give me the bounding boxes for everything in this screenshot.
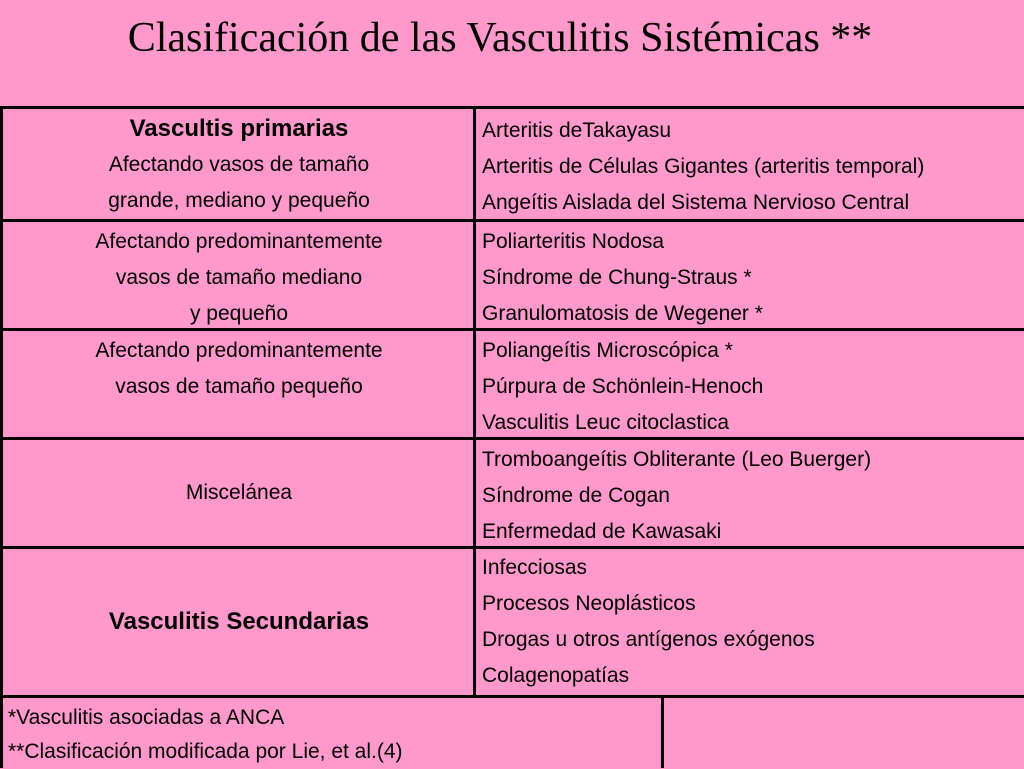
table-row-label [3,440,475,546]
footnote: **Clasificación modificada por Lie, et al.(4) [8,740,403,763]
table-border-top [0,106,1024,109]
list-item: Púrpura de Schönlein-Henoch [482,375,764,398]
table-row-items [482,333,1024,437]
list-item: Angeítis Aislada del Sistema Nervioso Central [482,191,910,214]
table-row-label [3,224,475,328]
list-item: Infecciosas [482,556,588,579]
table-row-label [3,111,475,219]
list-item: Procesos Neoplásticos [482,592,696,615]
category-label: vasos de tamaño mediano [115,266,363,289]
category-label: vasos de tamaño pequeño [115,375,363,398]
list-item: Poliarteritis Nodosa [482,230,665,253]
table-row-items [482,224,1024,328]
list-item: Tromboangeítis Obliterante (Leo Buerger) [482,448,872,471]
category-label: grande, mediano y pequeño [108,189,370,212]
table-row-label [3,549,475,695]
category-label: Vascultis primarias [129,115,349,142]
list-item: Poliangeítis Microscópica * [482,339,733,362]
list-item: Granulomatosis de Wegener * [482,302,763,325]
table-row-label [3,333,475,437]
category-label: y pequeño [189,302,289,325]
category-label: Afectando vasos de tamaño [108,153,370,176]
footnote-divider [661,695,664,768]
category-label: Afectando predominantemente [95,339,383,362]
table-row-divider [0,328,1024,331]
list-item: Enfermedad de Kawasaki [482,520,722,543]
page-title: Clasificación de las Vasculitis Sistémicas ** [127,15,873,61]
category-label: Miscelánea [185,481,293,504]
list-item: Síndrome de Chung-Straus * [482,266,752,289]
list-item: Arteritis deTakayasu [482,119,672,142]
table-row-items [482,113,1024,219]
table-row-items [482,550,1024,695]
category-label: Vasculitis Secundarias [108,608,370,635]
category-label: Afectando predominantemente [95,230,383,253]
table-row-divider [0,219,1024,222]
table-row-divider [0,695,1024,698]
list-item: Colagenopatías [482,664,630,687]
list-item: Drogas u otros antígenos exógenos [482,628,815,651]
table-row-items [482,442,1024,546]
footnotes [8,701,403,769]
list-item: Síndrome de Cogan [482,484,670,507]
list-item: Arteritis de Células Gigantes (arteritis temporal) [482,155,925,178]
list-item: Vasculitis Leuc citoclastica [482,411,730,434]
footnote: *Vasculitis asociadas a ANCA [8,706,285,729]
